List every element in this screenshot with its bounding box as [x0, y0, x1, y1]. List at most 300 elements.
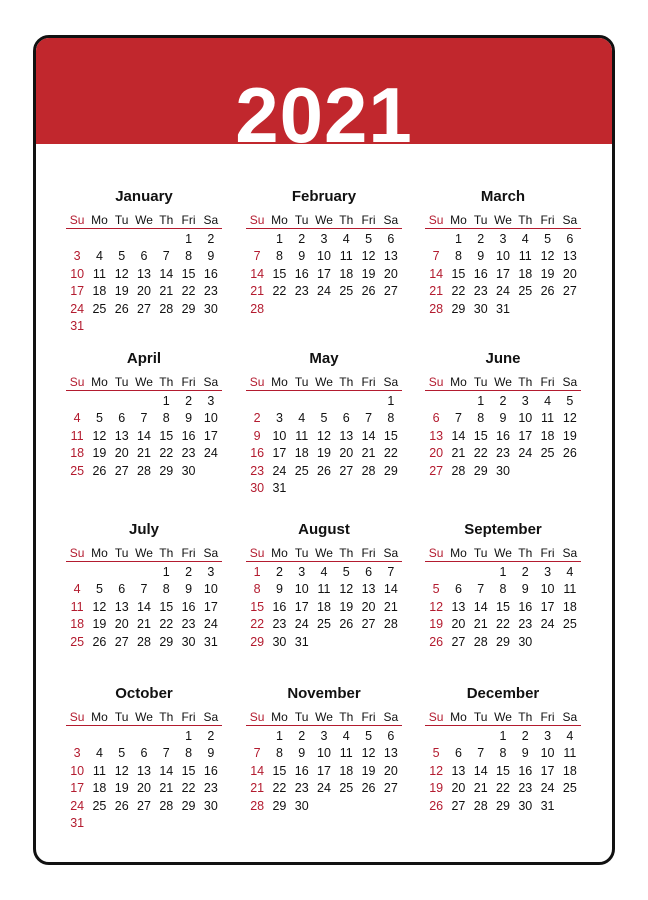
- day-cell: 5: [432, 746, 440, 761]
- week-row: [246, 762, 402, 780]
- day-cell: 22: [159, 446, 174, 461]
- weekday-label: We: [315, 212, 333, 227]
- week-row: [425, 427, 581, 445]
- day-cell: 12: [114, 763, 129, 778]
- day-cell: 8: [185, 746, 193, 761]
- day-cell: 23: [250, 463, 265, 478]
- day-cell: 13: [383, 746, 398, 761]
- day-cell: 10: [70, 266, 85, 281]
- day-cell: 23: [518, 617, 533, 632]
- day-cell: 24: [518, 446, 533, 461]
- day-cell: 7: [432, 249, 440, 264]
- day-cell: 11: [563, 582, 577, 597]
- day-cell: 27: [114, 463, 129, 478]
- day-cell: 30: [272, 634, 287, 649]
- day-cell: 15: [181, 763, 196, 778]
- day-cell: 11: [339, 249, 353, 264]
- day-cell: 31: [540, 798, 555, 813]
- day-cell: 23: [518, 781, 533, 796]
- day-cell: 21: [137, 617, 151, 632]
- weekday-label: Su: [428, 709, 444, 724]
- weekday-label: Th: [518, 212, 533, 227]
- year-header: [36, 38, 612, 159]
- weekday-label: Th: [339, 709, 354, 724]
- day-cell: 2: [207, 728, 215, 743]
- day-cell: 5: [365, 231, 373, 246]
- weekday-header: [66, 211, 222, 229]
- day-cell: 13: [114, 599, 129, 614]
- day-cell: 24: [496, 284, 510, 299]
- weekday-label: Th: [159, 545, 174, 560]
- week-row: [66, 563, 222, 581]
- weekday-label: We: [494, 545, 512, 560]
- day-cell: 17: [70, 781, 85, 796]
- day-cell: 13: [114, 428, 129, 443]
- weekday-label: Th: [159, 709, 174, 724]
- weekday-label: Su: [69, 709, 85, 724]
- day-cell: 17: [317, 266, 331, 281]
- day-cell: 9: [477, 249, 485, 264]
- day-cell: 8: [253, 582, 261, 597]
- day-cell: 11: [563, 746, 577, 761]
- weekday-label: We: [135, 709, 153, 724]
- day-cell: 12: [317, 428, 331, 443]
- day-cell: 29: [181, 798, 196, 813]
- week-row: [425, 445, 581, 463]
- weekday-label: Mo: [450, 212, 467, 227]
- day-cell: 16: [181, 428, 196, 443]
- day-cell: 21: [473, 617, 488, 632]
- day-cell: 19: [562, 428, 577, 443]
- week-row: [246, 563, 402, 581]
- day-cell: 4: [342, 728, 350, 743]
- day-cell: 18: [540, 428, 555, 443]
- week-row: [246, 283, 402, 301]
- week-row: [425, 780, 581, 798]
- day-cell: 25: [339, 284, 354, 299]
- weekday-label: Mo: [91, 709, 108, 724]
- day-cell: 5: [320, 411, 328, 426]
- weekday-label: Sa: [383, 212, 399, 227]
- day-cell: 3: [298, 564, 306, 579]
- day-cell: 2: [185, 564, 193, 579]
- day-cell: 11: [92, 266, 106, 281]
- day-cell: 24: [70, 301, 85, 316]
- day-cell: 1: [275, 728, 283, 743]
- day-cell: 27: [114, 634, 129, 649]
- day-cell: 24: [70, 798, 85, 813]
- day-cell: 1: [185, 231, 193, 246]
- day-cell: 27: [383, 781, 398, 796]
- day-cell: 6: [140, 746, 148, 761]
- day-cell: 30: [181, 463, 196, 478]
- weekday-label: We: [135, 545, 153, 560]
- weekday-label: Sa: [203, 212, 219, 227]
- day-cell: 26: [562, 446, 577, 461]
- day-cell: 25: [70, 634, 85, 649]
- weekday-header: [246, 211, 402, 229]
- weekday-label: Sa: [383, 545, 399, 560]
- weekday-label: We: [135, 374, 153, 389]
- week-row: [66, 815, 222, 833]
- day-cell: 4: [320, 564, 328, 579]
- day-cell: 21: [159, 284, 174, 299]
- weekday-header: [246, 544, 402, 562]
- day-cell: 26: [114, 301, 129, 316]
- day-cell: 25: [92, 301, 107, 316]
- day-cell: 13: [339, 428, 354, 443]
- month-october: [66, 685, 222, 832]
- month-may: [246, 350, 402, 497]
- week-row: [66, 797, 222, 815]
- day-cell: 10: [518, 411, 533, 426]
- day-cell: 28: [473, 798, 488, 813]
- month-name: April: [126, 350, 162, 367]
- weekday-label: Tu: [473, 545, 488, 560]
- week-row: [66, 265, 222, 283]
- weekday-header: [66, 373, 222, 391]
- day-cell: 14: [451, 428, 466, 443]
- day-cell: 31: [496, 301, 510, 316]
- day-cell: 13: [137, 266, 151, 281]
- day-cell: 2: [521, 564, 529, 579]
- day-cell: 7: [162, 249, 170, 264]
- day-cell: 15: [496, 763, 510, 778]
- month-name: July: [128, 521, 159, 538]
- day-cell: 23: [473, 284, 488, 299]
- day-cell: 16: [496, 428, 510, 443]
- weekday-label: Th: [339, 212, 354, 227]
- month-name: October: [115, 685, 173, 702]
- weekday-label: Su: [69, 212, 85, 227]
- day-cell: 7: [477, 582, 485, 597]
- day-cell: 7: [162, 746, 170, 761]
- day-cell: 31: [294, 634, 309, 649]
- week-row: [246, 427, 402, 445]
- weekday-label: Su: [428, 212, 444, 227]
- day-cell: 15: [473, 428, 488, 443]
- day-cell: 27: [562, 284, 577, 299]
- day-cell: 12: [540, 249, 555, 264]
- week-row: [246, 616, 402, 634]
- day-cell: 22: [496, 781, 510, 796]
- day-cell: 4: [73, 411, 81, 426]
- week-row: [425, 581, 581, 599]
- day-cell: 15: [272, 266, 287, 281]
- week-row: [66, 230, 222, 248]
- day-cell: 31: [70, 816, 85, 831]
- day-cell: 20: [451, 617, 466, 632]
- day-cell: 6: [454, 582, 462, 597]
- weekday-label: Tu: [114, 545, 129, 560]
- day-cell: 6: [140, 249, 148, 264]
- week-row: [425, 265, 581, 283]
- weekday-label: We: [315, 709, 333, 724]
- day-cell: 29: [272, 798, 287, 813]
- day-cell: 30: [203, 798, 218, 813]
- day-cell: 28: [137, 463, 151, 478]
- day-cell: 18: [562, 763, 577, 778]
- day-cell: 26: [92, 463, 107, 478]
- day-cell: 11: [339, 746, 353, 761]
- week-row: [246, 745, 402, 763]
- week-row: [66, 318, 222, 336]
- weekday-label: Fri: [361, 374, 376, 389]
- day-cell: 2: [207, 231, 215, 246]
- day-cell: 7: [477, 746, 485, 761]
- week-row: [246, 248, 402, 266]
- day-cell: 17: [70, 284, 85, 299]
- weekday-label: Mo: [271, 545, 288, 560]
- day-cell: 25: [70, 463, 85, 478]
- day-cell: 6: [118, 582, 126, 597]
- day-cell: 28: [383, 617, 398, 632]
- month-february: [246, 188, 402, 318]
- weekday-label: We: [315, 374, 333, 389]
- month-name: September: [464, 521, 542, 538]
- day-cell: 29: [383, 463, 398, 478]
- day-cell: 19: [92, 617, 107, 632]
- weekday-label: Mo: [271, 709, 288, 724]
- week-row: [66, 598, 222, 616]
- weekday-label: Su: [69, 545, 85, 560]
- day-cell: 24: [317, 781, 331, 796]
- weekday-label: Th: [518, 545, 533, 560]
- day-cell: 9: [275, 582, 283, 597]
- week-row: [66, 616, 222, 634]
- month-september: [425, 521, 581, 651]
- day-cell: 15: [383, 428, 398, 443]
- day-cell: 2: [298, 728, 306, 743]
- week-row: [425, 300, 581, 318]
- weekday-label: Sa: [383, 709, 399, 724]
- day-cell: 4: [95, 746, 103, 761]
- day-cell: 24: [203, 446, 218, 461]
- day-cell: 20: [562, 266, 577, 281]
- week-row: [66, 581, 222, 599]
- weekday-label: Sa: [562, 374, 578, 389]
- day-cell: 19: [429, 781, 444, 796]
- day-cell: 16: [294, 763, 309, 778]
- week-row: [246, 598, 402, 616]
- day-cell: 28: [361, 463, 376, 478]
- day-cell: 4: [544, 393, 552, 408]
- day-cell: 11: [541, 411, 555, 426]
- day-cell: 5: [342, 564, 350, 579]
- day-cell: 14: [250, 763, 265, 778]
- day-cell: 21: [429, 284, 444, 299]
- day-cell: 23: [496, 446, 510, 461]
- day-cell: 18: [518, 266, 533, 281]
- day-cell: 25: [562, 781, 577, 796]
- day-cell: 27: [361, 617, 376, 632]
- day-cell: 8: [162, 411, 170, 426]
- day-cell: 5: [365, 728, 373, 743]
- day-cell: 15: [451, 266, 466, 281]
- day-cell: 24: [540, 781, 555, 796]
- day-cell: 26: [361, 781, 376, 796]
- day-cell: 16: [181, 599, 196, 614]
- month-name: March: [480, 188, 526, 205]
- weekday-label: Su: [69, 374, 85, 389]
- week-row: [425, 797, 581, 815]
- month-january: [66, 188, 222, 335]
- day-cell: 3: [320, 231, 328, 246]
- weekday-label: Fri: [361, 545, 376, 560]
- day-cell: 21: [473, 781, 488, 796]
- week-row: [425, 598, 581, 616]
- day-cell: 16: [272, 599, 287, 614]
- day-cell: 29: [496, 634, 510, 649]
- weekday-label: We: [494, 374, 512, 389]
- day-cell: 25: [317, 617, 331, 632]
- day-cell: 27: [137, 301, 151, 316]
- day-cell: 22: [250, 617, 265, 632]
- day-cell: 18: [70, 446, 85, 461]
- day-cell: 3: [275, 411, 283, 426]
- weekday-label: Mo: [271, 212, 288, 227]
- week-row: [66, 780, 222, 798]
- day-cell: 21: [250, 284, 265, 299]
- day-cell: 12: [361, 249, 376, 264]
- day-cell: 5: [566, 393, 574, 408]
- weekday-label: Su: [428, 374, 444, 389]
- day-cell: 24: [203, 617, 218, 632]
- day-cell: 3: [207, 564, 215, 579]
- week-row: [66, 633, 222, 651]
- week-row: [66, 462, 222, 480]
- week-row: [425, 616, 581, 634]
- day-cell: 23: [272, 617, 287, 632]
- day-cell: 14: [361, 428, 376, 443]
- weekday-label: Su: [249, 374, 265, 389]
- month-name: May: [309, 350, 339, 367]
- day-cell: 16: [294, 266, 309, 281]
- month-name: June: [485, 350, 521, 367]
- weekday-header: [425, 708, 581, 726]
- weekday-label: We: [494, 212, 512, 227]
- day-cell: 30: [518, 798, 533, 813]
- day-cell: 22: [272, 781, 287, 796]
- day-cell: 20: [137, 781, 151, 796]
- day-cell: 2: [185, 393, 193, 408]
- day-cell: 12: [429, 763, 444, 778]
- week-row: [246, 300, 402, 318]
- day-cell: 13: [451, 763, 466, 778]
- day-cell: 15: [159, 428, 174, 443]
- day-cell: 20: [429, 446, 444, 461]
- day-cell: 10: [317, 249, 331, 264]
- day-cell: 9: [185, 582, 193, 597]
- month-march: [425, 188, 581, 318]
- day-cell: 25: [540, 446, 555, 461]
- weekday-label: Sa: [203, 709, 219, 724]
- weekday-label: Mo: [450, 374, 467, 389]
- day-cell: 29: [496, 798, 510, 813]
- weekday-label: Fri: [540, 212, 555, 227]
- day-cell: 15: [496, 599, 510, 614]
- day-cell: 24: [540, 617, 555, 632]
- day-cell: 4: [298, 411, 306, 426]
- day-cell: 2: [275, 564, 283, 579]
- day-cell: 6: [454, 746, 462, 761]
- day-cell: 13: [137, 763, 151, 778]
- day-cell: 1: [477, 393, 485, 408]
- day-cell: 31: [272, 481, 287, 496]
- day-cell: 14: [473, 599, 488, 614]
- month-name: November: [287, 685, 361, 702]
- weekday-header: [66, 708, 222, 726]
- day-cell: 14: [250, 266, 265, 281]
- day-cell: 1: [499, 728, 507, 743]
- weekday-header: [246, 373, 402, 391]
- day-cell: 10: [203, 411, 218, 426]
- day-cell: 26: [92, 634, 107, 649]
- day-cell: 17: [540, 763, 555, 778]
- day-cell: 30: [250, 481, 265, 496]
- month-november: [246, 685, 402, 815]
- day-cell: 2: [477, 231, 485, 246]
- weekday-label: Sa: [562, 212, 578, 227]
- day-cell: 17: [317, 763, 331, 778]
- week-row: [246, 480, 402, 498]
- weekday-label: Tu: [473, 709, 488, 724]
- day-cell: 23: [181, 446, 196, 461]
- day-cell: 22: [181, 284, 196, 299]
- weekday-label: Su: [249, 212, 265, 227]
- weekday-label: Th: [339, 374, 354, 389]
- day-cell: 13: [361, 582, 376, 597]
- day-cell: 27: [429, 463, 444, 478]
- day-cell: 16: [203, 763, 218, 778]
- day-cell: 30: [473, 301, 488, 316]
- day-cell: 12: [339, 582, 354, 597]
- day-cell: 1: [185, 728, 193, 743]
- day-cell: 28: [159, 301, 174, 316]
- day-cell: 18: [92, 781, 107, 796]
- week-row: [66, 300, 222, 318]
- day-cell: 20: [383, 266, 398, 281]
- day-cell: 2: [499, 393, 507, 408]
- day-cell: 4: [73, 582, 81, 597]
- day-cell: 8: [454, 249, 462, 264]
- day-cell: 9: [207, 249, 215, 264]
- day-cell: 10: [203, 582, 218, 597]
- weekday-label: Tu: [114, 374, 129, 389]
- day-cell: 3: [73, 249, 81, 264]
- weekday-label: Fri: [361, 212, 376, 227]
- day-cell: 31: [203, 634, 218, 649]
- day-cell: 4: [95, 249, 103, 264]
- day-cell: 17: [203, 599, 218, 614]
- day-cell: 8: [185, 249, 193, 264]
- week-row: [246, 410, 402, 428]
- week-row: [66, 762, 222, 780]
- day-cell: 7: [253, 746, 261, 761]
- day-cell: 19: [540, 266, 555, 281]
- day-cell: 17: [294, 599, 309, 614]
- day-cell: 29: [250, 634, 265, 649]
- day-cell: 23: [294, 781, 309, 796]
- day-cell: 4: [521, 231, 529, 246]
- month-july: [66, 521, 222, 651]
- day-cell: 28: [250, 798, 265, 813]
- day-cell: 25: [518, 284, 533, 299]
- week-row: [246, 780, 402, 798]
- day-cell: 29: [181, 301, 196, 316]
- day-cell: 15: [181, 266, 196, 281]
- day-cell: 29: [451, 301, 466, 316]
